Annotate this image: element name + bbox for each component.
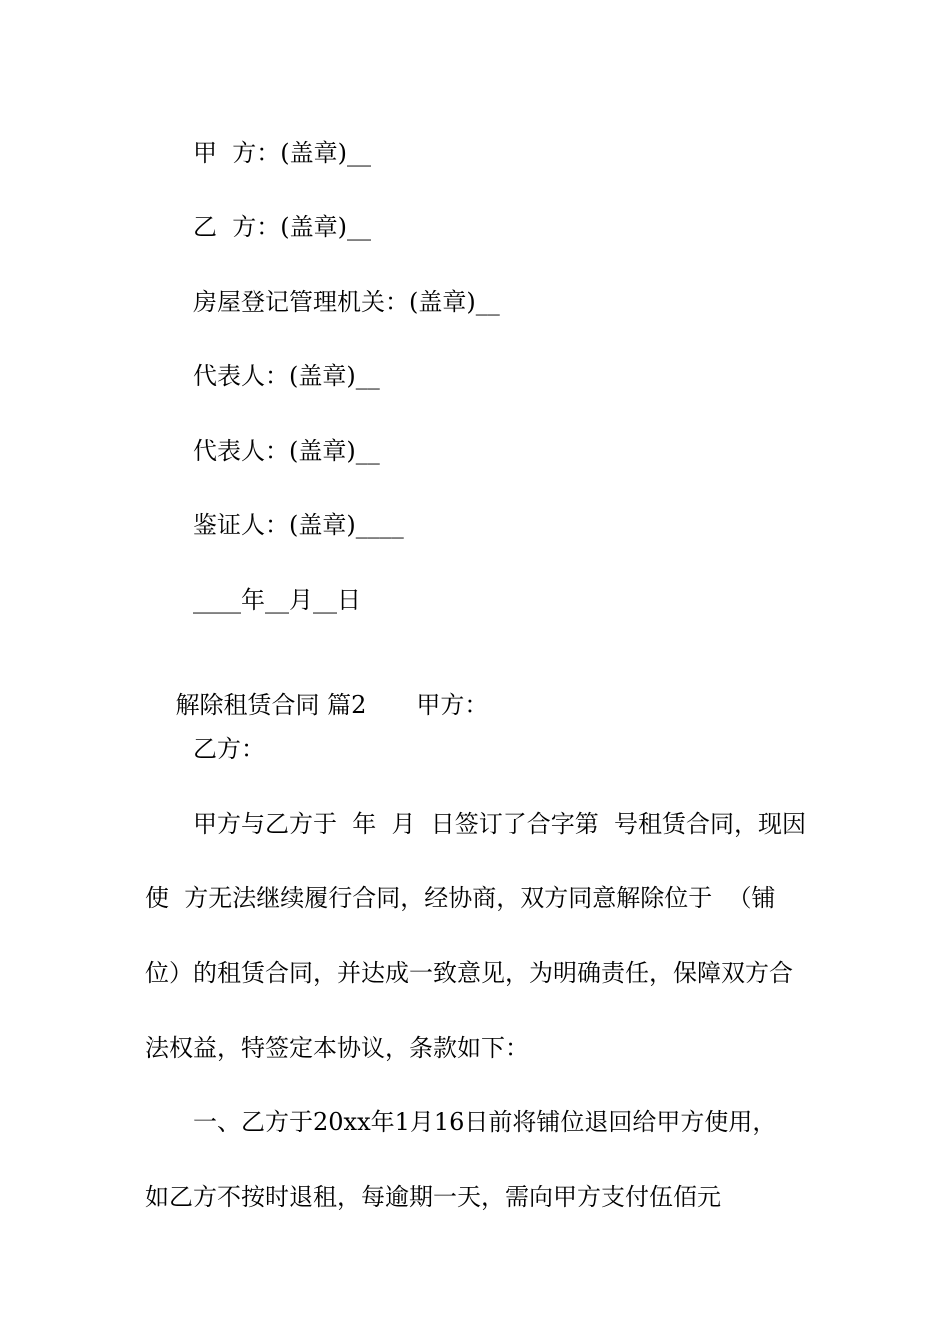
signature-registry-authority: 房屋登记管理机关：(盖章)__ [193, 288, 500, 316]
paragraph1-line4: 法权益，特签定本协议，条款如下： [145, 1034, 529, 1062]
paragraph1-line2: 使 方无法继续履行合同，经协商，双方同意解除位于 （铺 [145, 884, 776, 912]
party-b-label: 乙方： [193, 735, 265, 763]
party-a-label: 甲方： [416, 691, 489, 719]
paragraph1-line3: 位）的租赁合同，并达成一致意见，为明确责任，保障双方合 [145, 959, 793, 987]
paragraph2-line2: 如乙方不按时退租，每逾期一天，需向甲方支付伍佰元 [145, 1183, 721, 1211]
signature-representative-2: 代表人：(盖章)__ [193, 437, 380, 465]
signature-party-a: 甲 方：(盖章)__ [193, 139, 371, 167]
signature-party-b: 乙 方：(盖章)__ [193, 213, 371, 241]
date-line: ____年__月__日 [193, 586, 361, 614]
signature-representative-1: 代表人：(盖章)__ [193, 362, 380, 390]
paragraph1-line1: 甲方与乙方于 年 月 日签订了合字第 号租赁合同，现因 [193, 810, 807, 838]
signature-witness: 鉴证人：(盖章)____ [193, 511, 404, 539]
paragraph2-line1: 一、乙方于20xx年1月16日前将铺位退回给甲方使用， [193, 1108, 777, 1136]
section-title: 解除租赁合同 篇2 [175, 691, 367, 719]
